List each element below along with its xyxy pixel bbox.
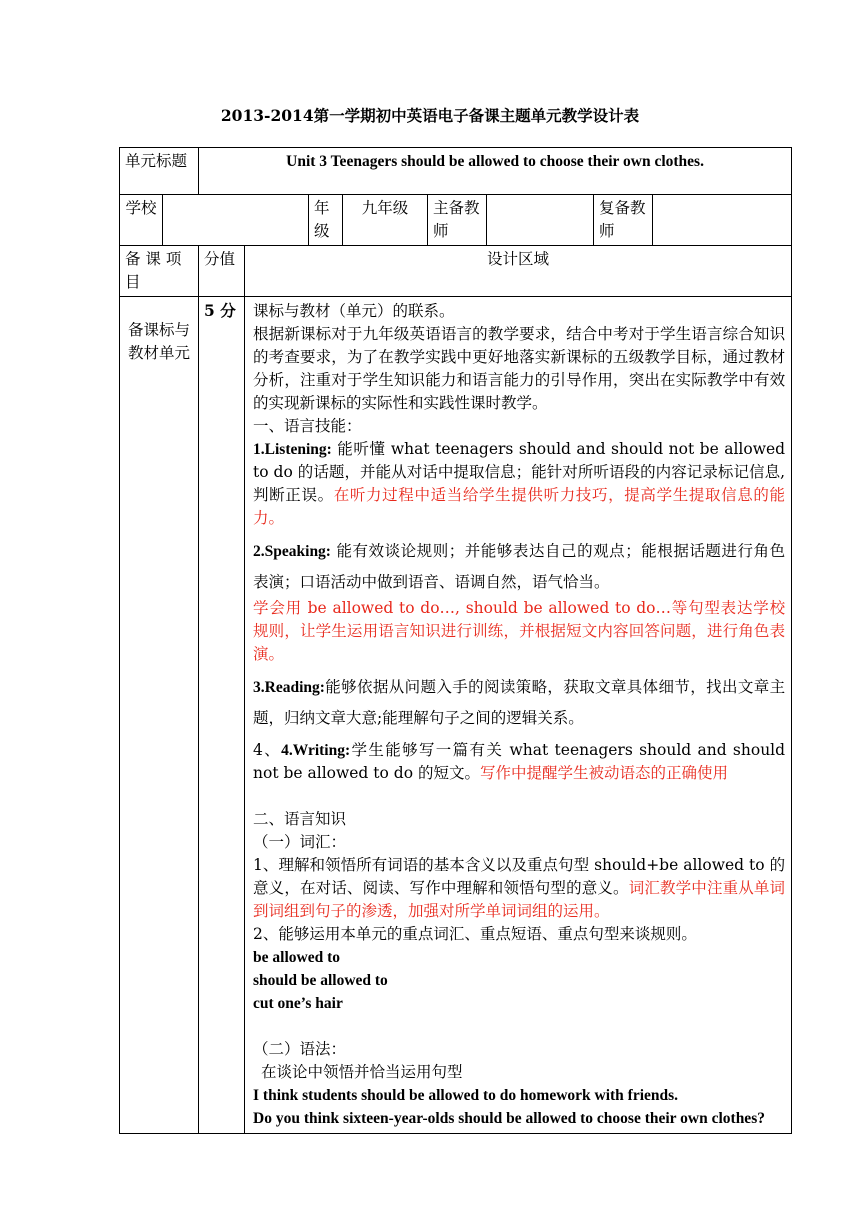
lesson-design-table	[119, 147, 792, 1134]
school-label: 学校	[120, 195, 163, 246]
col-score-label: 分值	[199, 246, 245, 297]
reading-label: 3.Reading:	[253, 679, 325, 696]
unit-title-label: 单元标题	[120, 148, 199, 195]
phrase-2: should be allowed to	[253, 972, 388, 989]
reading-text: 能够依据从问题入手的阅读策略，获取文章具体细节，找出文章主题，归纳文章大意;能理解句子之间的逻辑关系。	[253, 678, 786, 727]
row-item-label: 备课标与教材单元	[120, 297, 199, 1134]
intro-body: 根据新课标对于九年级英语语言的教学要求，结合中考对于学生语言综合知识的考查要求，为了在教学实践中更好地落实新课标的五级教学目标，通过教材分析，注重对于学生知识能力和语言能力的引导作用，突出在实际教学中有效的实现新课标的实际性和实践性课时教学。	[253, 325, 786, 412]
grammar-example-1: I think students should be allowed to do homework with friends.	[253, 1087, 679, 1104]
listening-note: 在听力过程中适当给学生提供听力技巧，提高学生提取信息的能力。	[253, 486, 786, 527]
main-teacher-label: 主备教师	[428, 195, 487, 246]
column-header-row	[120, 246, 792, 297]
meta-row	[120, 195, 792, 246]
phrase-1: be allowed to	[253, 949, 340, 966]
vocab-item-1	[253, 854, 785, 923]
listening-label: 1.Listening:	[253, 441, 332, 458]
grade-label: 年级	[309, 195, 343, 246]
main-teacher-value	[487, 195, 594, 246]
intro-heading: 课标与教材（单元）的联系。	[253, 302, 455, 320]
review-teacher-value	[653, 195, 792, 246]
reading-paragraph	[253, 672, 785, 733]
knowledge-heading: 二、语言知识	[253, 810, 347, 828]
content-row	[120, 297, 792, 1134]
speaking-text: 能有效谈论规则；并能够表达自己的观点；能根据话题进行角色表演；口语活动中做到语音、语调自然，语气恰当。	[253, 542, 786, 591]
col-item-label: 备 课 项 目	[120, 246, 199, 297]
listening-paragraph	[253, 438, 785, 530]
unit-title-value: Unit 3 Teenagers should be allowed to choose their own clothes.	[199, 148, 792, 195]
vocab-item-1-text: 1、理解和领悟所有词语的基本含义以及重点句型 should+be allowed to 的意义，在对话、阅读、写作中理解和领悟句型的意义。	[253, 856, 786, 897]
grammar-heading: （二）语法：	[253, 1040, 347, 1058]
speaking-paragraph	[253, 536, 785, 597]
vocab-heading: （一）词汇：	[253, 833, 347, 851]
speaking-note: 学会用 be allowed to do…, should be allowed to do…等句型表达学校规则，让学生运用语言知识进行训练，并根据短文内容回答问题，进行角色表演。	[253, 599, 786, 663]
col-design-label: 设计区域	[245, 246, 792, 297]
grammar-example-2: Do you think sixteen-year-olds should be allowed to choose their own clothes?	[253, 1110, 765, 1127]
skills-heading: 一、语言技能：	[253, 417, 362, 435]
spacer	[253, 1015, 785, 1038]
writing-label: 4.Writing:	[281, 742, 351, 759]
speaking-label: 2.Speaking:	[253, 543, 331, 560]
page-title: 2013-2014第一学期初中英语电子备课主题单元教学设计表	[220, 106, 640, 125]
writing-prefix: 4、	[253, 741, 282, 759]
listening-text: 能听懂 what teenagers should and should not be allowed to do 的话题，并能从对话中提取信息；能针对所听语段的内容记录标记信息,判断正误。	[253, 440, 786, 504]
grammar-intro: 在谈论中领悟并恰当运用句型	[261, 1063, 463, 1081]
writing-note: 写作中提醒学生被动语态的正确使用	[479, 764, 728, 782]
spacer	[253, 785, 785, 808]
vocab-item-2: 2、能够运用本单元的重点词汇、重点短语、重点句型来谈规则。	[253, 925, 697, 943]
writing-paragraph	[253, 739, 785, 785]
school-value	[163, 195, 309, 246]
vocab-item-1-note: 词汇教学中注重从单词到词组到句子的渗透，加强对所学单词词组的运用。	[253, 879, 786, 920]
design-area	[245, 297, 792, 1134]
row-score: 5 分	[199, 297, 245, 1134]
writing-text: 学生能够写一篇有关 what teenagers should and should not be allowed to do 的短文。	[253, 741, 786, 782]
review-teacher-label: 复备教师	[594, 195, 653, 246]
unit-title-row	[120, 148, 792, 195]
phrase-3: cut one’s hair	[253, 995, 343, 1012]
grade-value: 九年级	[343, 195, 428, 246]
